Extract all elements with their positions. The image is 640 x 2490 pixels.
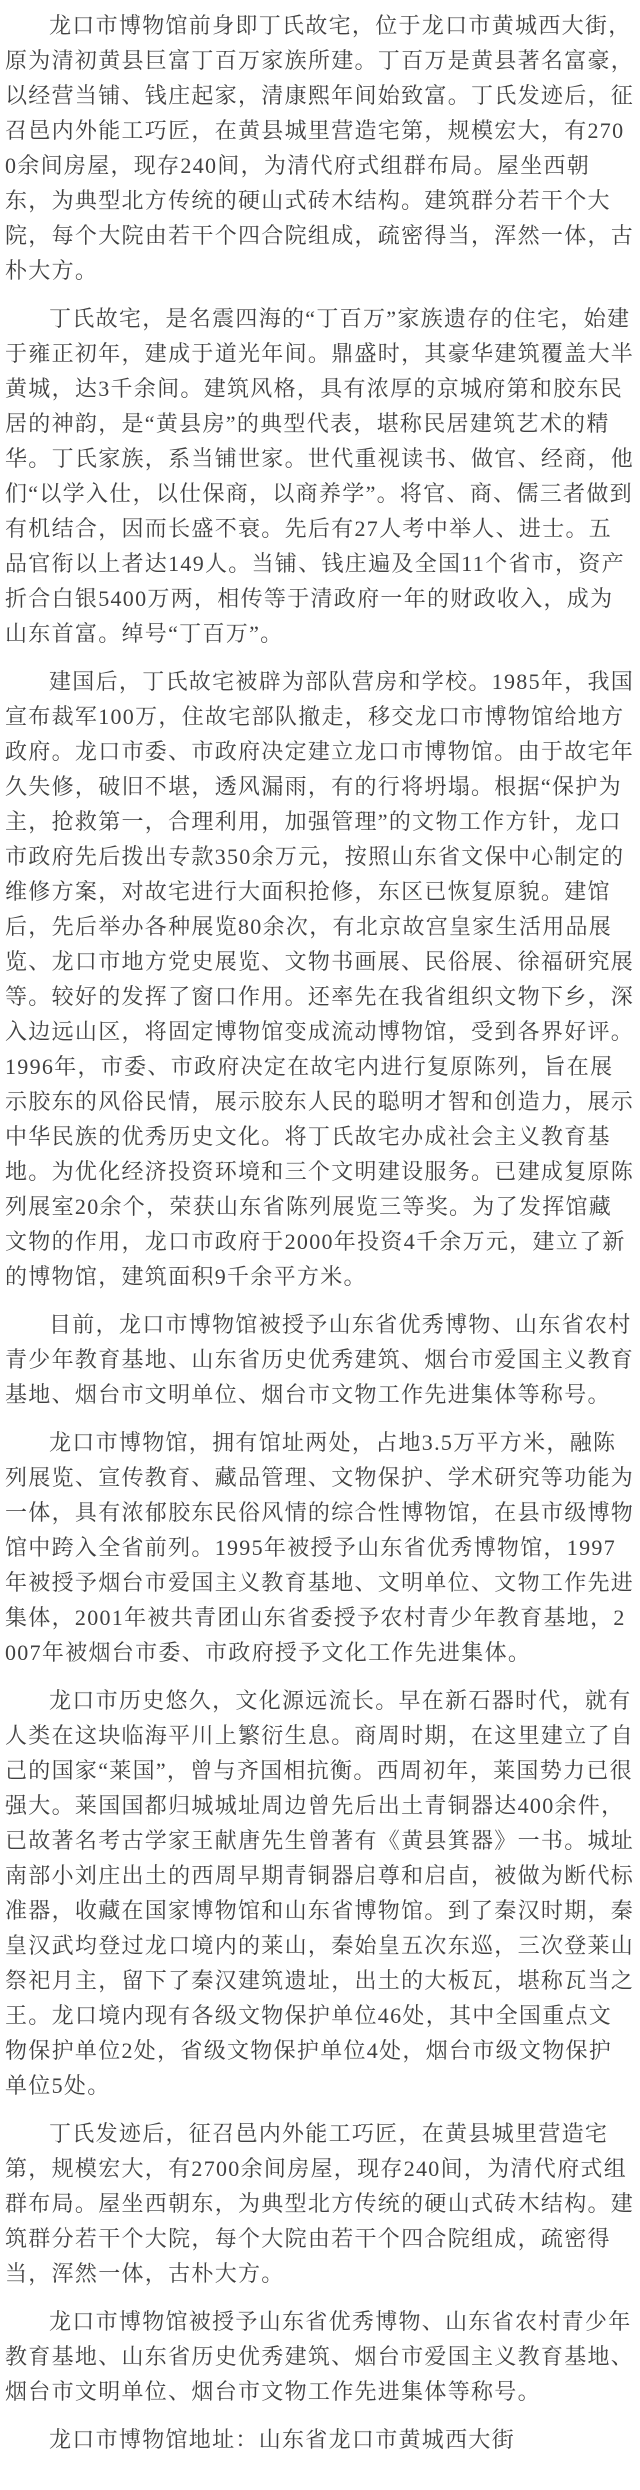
paragraph-museum-overview: 龙口市博物馆，拥有馆址两处，占地3.5万平方米，融陈列展览、宣传教育、藏品管理、文物保护、学术研究等功能为一体，具有浓郁胶东民俗风情的综合性博物馆，在县市级博物馆中跨入全省前列。1995年被授予山东省优秀博物馆，1997年被授予烟台市爱国主义教育基地、文明单位、文物工作先进集体，2001年被共青团山东省委授予农村青少年教育基地，2007年被烟台市委、市政府授予文化工作先进集体。 bbox=[5, 1430, 635, 1665]
paragraph-museum-history: 建国后，丁氏故宅被辟为部队营房和学校。1985年，我国宣布裁军100万，住故宅部队撤走，移交龙口市博物馆给地方政府。龙口市委、市政府决定建立龙口市博物馆。由于故宅年久失修，破旧不堪，透风漏雨，有的行将坍塌。根据“保护为主，抢救第一，合理利用，加强管理”的文物工作方针，龙口市政府先后拨出专款350余万元，按照山东省文保中心制定的维修方案，对故宅进行大面积抢修，东区已恢复原貌。建馆后，先后举办各种展览80余次，有北京故宫皇家生活用品展览、龙口市地方党史展览、文物书画展、民俗展、徐福研究展等。较好的发挥了窗口作用。还率先在我省组织文物下乡，深入边远山区，将固定博物馆变成流动博物馆，受到各界好评。1996年，市委、市政府决定在故宅内进行复原陈列，旨在展示胶东的风俗民情，展示胶东人民的聪明才智和创造力，展示中华民族的优秀历史文化。将丁氏故宅办成社会主义教育基地。为优化经济投资环境和三个文明建设服务。已建成复原陈列展室20余个，荣获山东省陈列展览三等奖。为了发挥馆藏文物的作用，龙口市政府于2000年投资4千余万元，建立了新的博物馆，建筑面积9千余平方米。 bbox=[5, 669, 635, 1289]
paragraph-ding-estate-repeat: 丁氏发迹后，征召邑内外能工巧匠，在黄县城里营造宅第，规模宏大，有2700余间房屋，现存240间，为清代府式组群布局。屋坐西朝东，为典型北方传统的硬山式砖木结构。建筑群分若干个大院，每个大院由若干个四合院组成，疏密得当，浑然一体，古朴大方。 bbox=[5, 2121, 635, 2286]
paragraph-ding-mansion: 丁氏故宅，是名震四海的“丁百万”家族遗存的住宅，始建于雍正初年，建成于道光年间。鼎盛时，其豪华建筑覆盖大半黄城，达3千余间。建筑风格，具有浓厚的京城府第和胶东民居的神韵，是“黄县房”的典型代表，堪称民居建筑艺术的精华。丁氏家族，系当铺世家。世代重视读书、做官、经商，他们“以学入仕，以仕保商，以商养学”。将官、商、儒三者做到有机结合，因而长盛不衰。先后有27人考中举人、进士。五品官衔以上者达149人。当铺、钱庄遍及全国11个省市，资产折合白银5400万两，相传等于清政府一年的财政收入，成为山东首富。绰号“丁百万”。 bbox=[5, 306, 635, 646]
paragraph-intro: 龙口市博物馆前身即丁氏故宅，位于龙口市黄城西大街，原为清初黄县巨富丁百万家族所建。丁百万是黄县著名富豪，以经营当铺、钱庄起家，清康熙年间始致富。丁氏发迹后，征召邑内外能工巧匠，在黄县城里营造宅第，规模宏大，有2700余间房屋，现存240间，为清代府式组群布局。屋坐西朝东，为典型北方传统的硬山式砖木结构。建筑群分若干个大院，每个大院由若干个四合院组成，疏密得当，浑然一体，古朴大方。 bbox=[5, 13, 635, 283]
paragraph-address: 龙口市博物馆地址：山东省龙口市黄城西大街 bbox=[49, 2427, 516, 2452]
paragraph-honors-repeat: 龙口市博物馆被授予山东省优秀博物、山东省农村青少年教育基地、山东省历史优秀建筑、烟台市爱国主义教育基地、烟台市文明单位、烟台市文物工作先进集体等称号。 bbox=[5, 2309, 635, 2404]
paragraph-longkou-history: 龙口市历史悠久，文化源远流长。早在新石器时代，就有人类在这块临海平川上繁衍生息。商周时期，在这里建立了自己的国家“莱国”，曾与齐国相抗衡。西周初年，莱国势力已很强大。莱国国都归城城址周边曾先后出土青铜器达400余件，已故著名考古学家王献唐先生曾著有《黄县箕器》一书。城址南部小刘庄出土的西周早期青铜器启尊和启卣，被做为断代标准器，收藏在国家博物馆和山东省博物馆。到了秦汉时期，秦皇汉武均登过龙口境内的莱山，秦始皇五次东巡，三次登莱山祭祀月主，留下了秦汉建筑遗址，出土的大板瓦，堪称瓦当之王。龙口境内现有各级文物保护单位46处，其中全国重点文物保护单位2处，省级文物保护单位4处，烟台市级文物保护单位5处。 bbox=[5, 1688, 635, 2098]
paragraph-honors-current: 目前，龙口市博物馆被授予山东省优秀博物、山东省农村青少年教育基地、山东省历史优秀建筑、烟台市爱国主义教育基地、烟台市文明单位、烟台市文物工作先进集体等称号。 bbox=[5, 1312, 635, 1407]
